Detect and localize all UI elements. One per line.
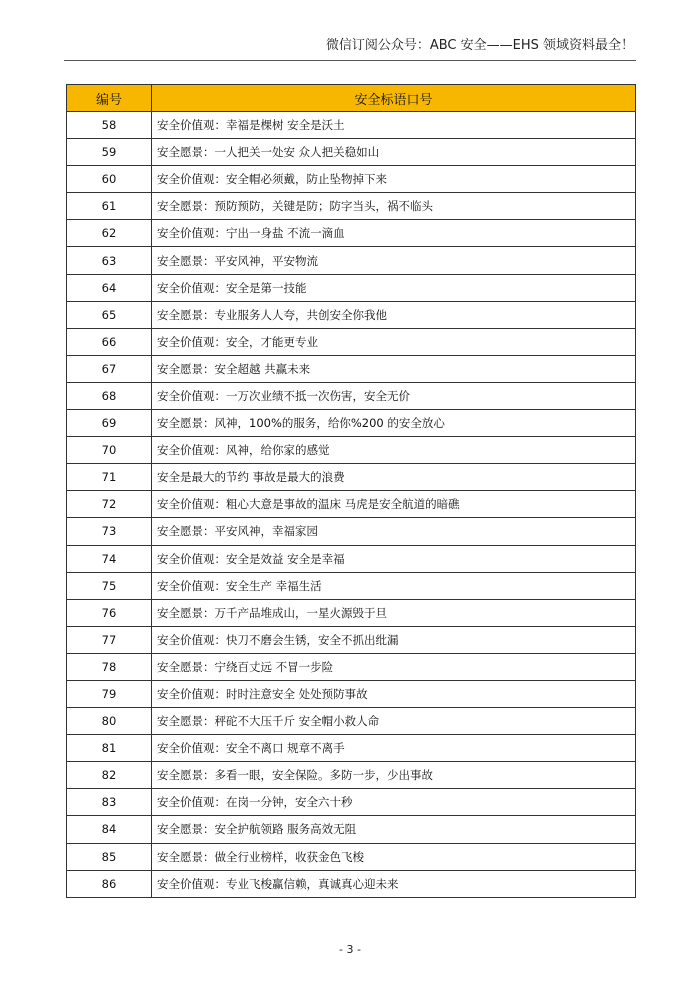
row-slogan: 安全价值观：安全不离口 规章不离手 [152, 735, 636, 762]
table-row [67, 599, 636, 626]
row-slogan: 安全价值观：安全，才能更专业 [152, 328, 636, 355]
table-row [67, 491, 636, 518]
row-slogan: 安全价值观：快刀不磨会生锈，安全不抓出纰漏 [152, 626, 636, 653]
row-slogan: 安全价值观：安全生产 幸福生活 [152, 572, 636, 599]
table-row [67, 274, 636, 301]
row-slogan: 安全价值观：风神，给你家的感觉 [152, 437, 636, 464]
table-row [67, 735, 636, 762]
row-number: 62 [67, 220, 152, 247]
table-row [67, 545, 636, 572]
row-slogan: 安全价值观：安全是效益 安全是幸福 [152, 545, 636, 572]
row-number: 84 [67, 816, 152, 843]
column-header-number: 编号 [67, 85, 152, 112]
row-slogan: 安全愿景：平安风神，幸福家园 [152, 518, 636, 545]
row-number: 60 [67, 166, 152, 193]
row-number: 63 [67, 247, 152, 274]
row-number: 69 [67, 410, 152, 437]
row-number: 74 [67, 545, 152, 572]
row-slogan: 安全愿景：安全超越 共赢未来 [152, 355, 636, 382]
row-number: 85 [67, 843, 152, 870]
table-row [67, 437, 636, 464]
table-row [67, 220, 636, 247]
table-row [67, 680, 636, 707]
row-number: 73 [67, 518, 152, 545]
table-header-row [67, 85, 636, 112]
row-number: 68 [67, 382, 152, 409]
row-number: 65 [67, 301, 152, 328]
page-number: - 3 - [339, 943, 361, 956]
row-slogan: 安全价值观：一万次业绩不抵一次伤害，安全无价 [152, 382, 636, 409]
row-number: 71 [67, 464, 152, 491]
row-number: 86 [67, 870, 152, 897]
table-row [67, 139, 636, 166]
row-slogan: 安全价值观：宁出一身盐 不流一滴血 [152, 220, 636, 247]
row-slogan: 安全愿景：秤砣不大压千斤 安全帽小救人命 [152, 708, 636, 735]
page-header: 微信订阅公众号：ABC 安全——EHS 领域资料最全！ [325, 38, 634, 53]
row-number: 80 [67, 708, 152, 735]
row-number: 78 [67, 653, 152, 680]
table-row [67, 572, 636, 599]
row-number: 77 [67, 626, 152, 653]
slogan-table [66, 84, 636, 898]
table-row [67, 870, 636, 897]
table-row [67, 626, 636, 653]
table-row [67, 301, 636, 328]
table-row [67, 193, 636, 220]
table-row [67, 410, 636, 437]
row-slogan: 安全愿景：专业服务人人夸，共创安全你我他 [152, 301, 636, 328]
row-slogan: 安全价值观：安全是第一技能 [152, 274, 636, 301]
table-row [67, 247, 636, 274]
row-slogan: 安全愿景：平安风神，平安物流 [152, 247, 636, 274]
table-row [67, 166, 636, 193]
row-slogan: 安全愿景：宁绕百丈远 不冒一步险 [152, 653, 636, 680]
row-slogan: 安全愿景：一人把关一处安 众人把关稳如山 [152, 139, 636, 166]
row-slogan: 安全价值观：安全帽必须戴，防止坠物掉下来 [152, 166, 636, 193]
row-number: 76 [67, 599, 152, 626]
table-row [67, 843, 636, 870]
row-number: 72 [67, 491, 152, 518]
table-row [67, 518, 636, 545]
table-row [67, 464, 636, 491]
row-number: 64 [67, 274, 152, 301]
row-slogan: 安全价值观：时时注意安全 处处预防事故 [152, 680, 636, 707]
row-slogan: 安全价值观：专业飞梭赢信赖，真诚真心迎未来 [152, 870, 636, 897]
row-number: 66 [67, 328, 152, 355]
table-row [67, 816, 636, 843]
row-number: 67 [67, 355, 152, 382]
row-number: 81 [67, 735, 152, 762]
row-slogan: 安全愿景：预防预防，关键是防；防字当头，祸不临头 [152, 193, 636, 220]
row-number: 59 [67, 139, 152, 166]
table-row [67, 762, 636, 789]
row-slogan: 安全价值观：幸福是棵树 安全是沃土 [152, 112, 636, 139]
row-slogan: 安全是最大的节约 事故是最大的浪费 [152, 464, 636, 491]
table-row [67, 112, 636, 139]
header-divider [64, 60, 636, 61]
row-slogan: 安全愿景：风神，100%的服务，给你%200 的安全放心 [152, 410, 636, 437]
table-body [67, 112, 636, 898]
row-slogan: 安全价值观：粗心大意是事故的温床 马虎是安全航道的暗礁 [152, 491, 636, 518]
row-number: 79 [67, 680, 152, 707]
table-row [67, 355, 636, 382]
row-slogan: 安全愿景：万千产品堆成山，一星火源毁于旦 [152, 599, 636, 626]
table-row [67, 789, 636, 816]
table-row [67, 328, 636, 355]
row-number: 70 [67, 437, 152, 464]
row-number: 75 [67, 572, 152, 599]
column-header-slogan: 安全标语口号 [152, 85, 636, 112]
row-slogan: 安全愿景：多看一眼，安全保险。多防一步，少出事故 [152, 762, 636, 789]
row-number: 82 [67, 762, 152, 789]
row-slogan: 安全愿景：安全护航领路 服务高效无阻 [152, 816, 636, 843]
row-number: 61 [67, 193, 152, 220]
row-number: 58 [67, 112, 152, 139]
table-row [67, 382, 636, 409]
row-slogan: 安全愿景：做全行业榜样，收获金色飞梭 [152, 843, 636, 870]
row-number: 83 [67, 789, 152, 816]
row-slogan: 安全价值观：在岗一分钟，安全六十秒 [152, 789, 636, 816]
table-row [67, 708, 636, 735]
table-row [67, 653, 636, 680]
